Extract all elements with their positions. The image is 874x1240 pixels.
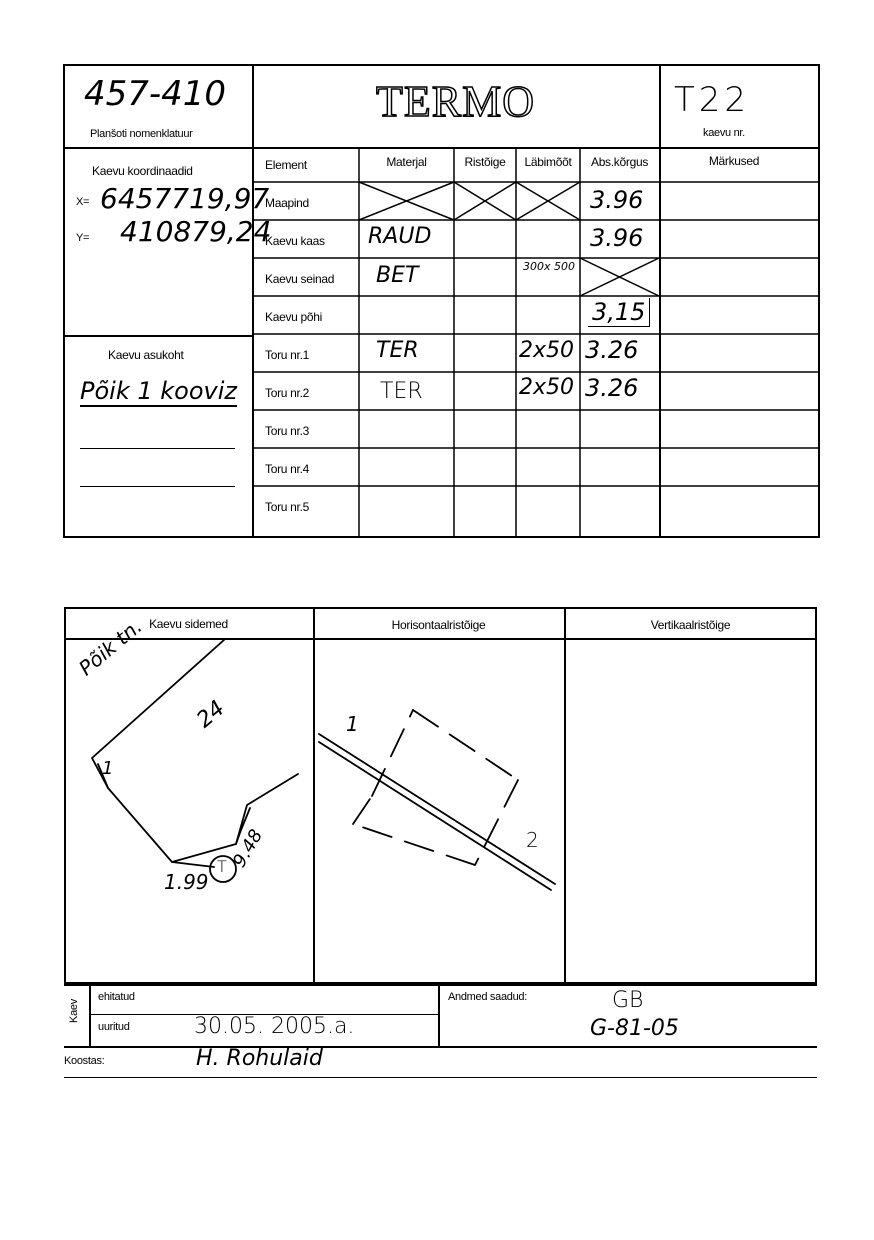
distance-label: 1.99 [164,870,209,894]
diameter-value: 300x 500 [523,260,575,273]
height-value: 3.26 [585,336,639,364]
material-value: BET [376,263,419,288]
row-label: Toru nr.4 [265,462,309,476]
element-table [0,0,874,560]
row-label: Toru nr.1 [265,348,309,362]
x-value: 6457719,97 [100,182,270,215]
data-received-code: G-81-05 [590,1016,679,1041]
height-value: 3.96 [590,224,644,252]
row-label: Toru nr.3 [265,424,309,438]
y-value: 410879,24 [120,215,272,248]
data-received-value: GB [612,988,644,1013]
pipe-label: 2 [526,828,539,852]
compiled-label: Koostas: [64,1055,105,1067]
kaev-divider [89,984,91,1046]
data-received-label: Andmed saadud: [448,991,527,1003]
row-label: Toru nr.2 [265,386,309,400]
height-value: 3.96 [590,186,644,214]
material-value: RAUD [368,224,432,249]
nomenclature-value: 457-410 [84,74,227,114]
col-element: Element [265,158,307,172]
surveyed-label: uuritud [98,1021,130,1033]
location-value: Põik 1 kooviz [80,377,237,405]
page-title: TERMO [376,77,535,126]
sketch-divider-2 [564,607,566,984]
x-label: X= [76,196,90,208]
distance-label: 24 [192,695,230,734]
well-links-sketch [64,640,313,982]
footer-mid-divider [438,984,440,1046]
compiled-line [64,1077,817,1078]
nomenclature-label: Planšoti nomenklatuur [90,128,193,140]
well-number-value: T22 [674,80,751,120]
height-value: 3,15 [588,298,650,327]
sketch-col-horizontal: Horisontaalristõige [391,618,486,632]
distance-label: 9.48 [228,825,268,872]
point-number: 1 [102,758,114,779]
location-label: Kaevu asukoht [108,348,184,362]
row-label: Toru nr.5 [265,500,309,514]
col-cross-section: Ristõige [464,155,506,169]
surveyed-value: 30.05. 2005.a. [194,1014,355,1039]
kaev-label: Kaev [67,999,80,1023]
diameter-value: 2x50 [519,338,575,363]
row-label: Kaevu kaas [265,234,325,248]
col-notes: Märkused [708,154,760,168]
row-label: Maapind [265,196,309,210]
col-diameter: Läbimõõt [524,155,572,169]
compiled-value: H. Rohulaid [196,1046,323,1071]
built-label: ehitatud [98,991,135,1003]
well-marker: T [217,857,227,876]
footer-top-line [64,984,817,986]
material-value: TER [380,379,423,404]
row-label: Kaevu seinad [265,272,335,286]
diameter-value: 2x50 [519,375,575,400]
pipe-label: 1 [346,712,359,736]
col-material: Materjal [386,155,427,169]
footer-bottom-line [64,1046,817,1048]
coordinates-label: Kaevu koordinaadid [92,164,193,178]
row-label: Kaevu põhi [265,310,323,324]
col-abs-height: Abs.kõrgus [590,155,649,169]
horizontal-section-sketch [315,640,564,982]
sketch-col-vertical: Vertikaalristõige [650,618,731,632]
sketch-col-links: Kaevu sidemed [149,617,228,631]
material-value: TER [376,338,419,363]
height-value: 3.26 [585,374,639,402]
y-label: Y= [76,232,90,244]
well-number-label: kaevu nr. [703,127,745,139]
street-label: Põik tn. [74,614,147,681]
